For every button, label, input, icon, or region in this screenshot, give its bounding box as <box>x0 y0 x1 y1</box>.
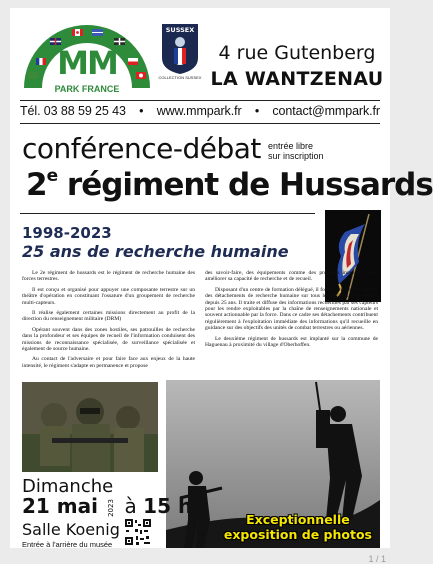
qr-code-icon[interactable] <box>124 518 152 546</box>
paragraph: Disposant d'un centre de formation délégué, il forme, entraîne et déploie des détachements de recherche humaine sur tous les théâtres d'opérations depuis 25 ans. Il traite et diffuse des informations recueillies par ses capteurs pour les rendre exploitables par la chaîne de renseignements nationale et souvent actionnable par la force. Dans ce cadre ses détachements contribuent régulièrement à l'exploitation immédiate des informations qu'il recueille en guidance sur des objectifs des unités de combat terrestres ou aériennes. <box>205 286 378 332</box>
poster-page <box>10 8 433 549</box>
paragraph: Il est conçu et organisé pour appuyer une composante terrestre sur un théâtre d'opération en constituant l'ossature d'un groupement de recherche multi-capteurs. <box>22 286 195 306</box>
logo-caption: PARK FRANCE <box>54 84 120 94</box>
separator: • <box>254 104 260 118</box>
article-column-right <box>205 270 378 373</box>
divider <box>20 123 380 124</box>
paragraph: Le deuxième régiment de hussards est implanté sur la commune de Haguenau à proximité du village d'Oberhoffen. <box>205 335 378 349</box>
page-title <box>26 166 433 203</box>
contact-bar <box>20 104 380 118</box>
regiment-suffix: e <box>46 166 58 186</box>
mm-park-logo <box>20 14 154 94</box>
entry-note <box>268 141 324 161</box>
divider <box>20 100 380 101</box>
exhibition-caption-line: exposition de photos <box>223 527 372 542</box>
address-street: 4 rue Gutenberg <box>218 42 376 64</box>
separator: • <box>139 104 144 118</box>
badge-caption: COLLECTION SUSSEX <box>158 75 202 80</box>
subtitle: 25 ans de recherche humaine <box>22 242 289 261</box>
paragraph: des savoir-faire, des équipements comme des procédés innovants pour améliorer sa capacité de recherche et de recueil. <box>205 270 378 283</box>
event-date-value: 21 mai <box>22 494 98 518</box>
event-time: 15 h <box>143 494 193 518</box>
badge-title: SUSSEX <box>165 26 195 34</box>
page-number: 1 / 1 <box>368 554 386 564</box>
paragraph: Au contact de l'adversaire et pour faire face aux enjeux de la haute intensité, le régiment s'adapte en permanence et propose <box>22 356 195 369</box>
sussex-badge <box>160 22 200 86</box>
venue-name: Salle Koenig <box>22 520 120 539</box>
email-link[interactable]: contact@mmpark.fr <box>272 104 380 118</box>
entry-note-line: sur inscription <box>268 151 324 161</box>
venue-access: Entrée à l'arrière du musée <box>22 540 113 549</box>
soldiers-photo <box>22 382 158 472</box>
paragraph: Il réalise également certaines missions directement au profit de la direction du renseignement militaire (DRM) <box>22 310 195 323</box>
event-kind: conférence-débat <box>22 132 261 165</box>
event-day: Dimanche <box>22 476 114 497</box>
exhibition-caption <box>224 512 372 542</box>
paragraph: Le 2e régiment de hussards est le régiment de recherche humaine des forces terrestres. <box>22 270 195 283</box>
address-city: LA WANTZENAU <box>210 68 384 90</box>
regiment-name: régiment de Hussards <box>66 167 433 203</box>
regiment-number: 2 <box>26 167 47 203</box>
years-range: 1998-2023 <box>22 224 112 242</box>
exhibition-caption-line: Exceptionnelle <box>246 512 350 527</box>
paragraph: Opérant souvent dans des zones hostiles, ses patrouilles de recherche dans la profondeur et ses équipes de recueil de l'information conduisent des missions de reconnaissance spécialisée, de surveillance spécialisée et également de source humaine. <box>22 326 195 353</box>
website-link[interactable]: www.mmpark.fr <box>156 104 242 118</box>
article-column-left <box>22 270 195 373</box>
event-date <box>22 494 192 518</box>
event-time-prefix: à <box>124 494 137 518</box>
article-body <box>22 270 378 373</box>
divider <box>20 213 315 214</box>
event-year: 2023 <box>107 498 116 517</box>
logo-initials: MM <box>57 44 117 82</box>
entry-note-line: entrée libre <box>268 141 314 151</box>
phone-number: Tél. 03 88 59 25 43 <box>20 104 126 118</box>
exhibition-photo <box>166 380 380 548</box>
